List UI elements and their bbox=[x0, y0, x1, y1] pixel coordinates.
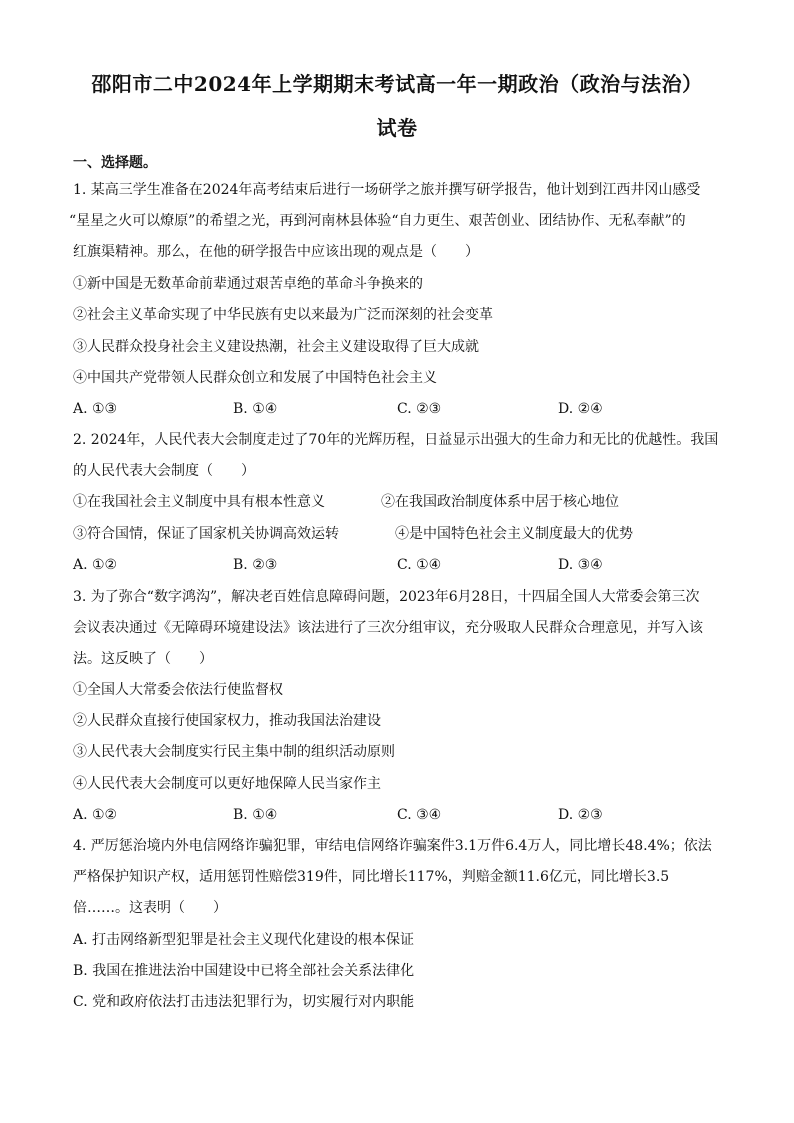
q2-item-1: ①在我国社会主义制度中具有根本性意义 bbox=[73, 494, 325, 510]
q1-item-4: ④中国共产党带领人民群众创立和发展了中国特色社会主义 bbox=[73, 370, 437, 386]
q1-option-b: B. ①④ bbox=[233, 401, 278, 417]
q4-stem-line2: 严格保护知识产权，适用惩罚性赔偿319件，同比增长117%，判赔金额11.6亿元，同比增长3.5 bbox=[73, 869, 670, 885]
q3-option-c: C. ③④ bbox=[397, 807, 442, 823]
q2-option-b: B. ②③ bbox=[233, 557, 278, 573]
q1-item-2: ②社会主义革命实现了中华民族有史以来最为广泛而深刻的社会变革 bbox=[73, 307, 493, 323]
q3-item-3: ③人民代表大会制度实行民主集中制的组织活动原则 bbox=[73, 744, 395, 760]
q3-option-a: A. ①② bbox=[73, 807, 118, 823]
q4-option-a: A. 打击网络新型犯罪是社会主义现代化建设的根本保证 bbox=[73, 932, 415, 948]
q1-stem-line1: 1. 某高三学生准备在2024年高考结束后进行一场研学之旅并撰写研学报告，他计划到江西井冈山感受 bbox=[73, 182, 701, 198]
q2-option-a: A. ①② bbox=[73, 557, 118, 573]
q4-option-b: B. 我国在推进法治中国建设中已将全部社会关系法律化 bbox=[73, 963, 415, 979]
q1-option-d: D. ②④ bbox=[558, 401, 603, 417]
q1-stem-line3: 红旗渠精神。那么，在他的研学报告中应该出现的观点是（ ） bbox=[73, 244, 479, 260]
q4-stem-line1: 4. 严厉惩治境内外电信网络诈骗犯罪，审结电信网络诈骗案件3.1万件6.4万人，同比增长48.4%；依法 bbox=[73, 838, 712, 854]
q2-item-4: ④是中国特色社会主义制度最大的优势 bbox=[395, 526, 633, 542]
q1-item-3: ③人民群众投身社会主义建设热潮，社会主义建设取得了巨大成就 bbox=[73, 339, 479, 355]
q3-option-b: B. ①④ bbox=[233, 807, 278, 823]
q3-stem-line1: 3. 为了弥合“数字鸿沟”，解决老百姓信息障碍问题，2023年6月28日，十四届全国人大常委会第三次 bbox=[73, 589, 700, 605]
q2-stem-line1: 2. 2024年，人民代表大会制度走过了70年的光辉历程，日益显示出强大的生命力和无比的优越性。我国 bbox=[73, 432, 719, 448]
q3-stem-line2: 会议表决通过《无障碍环境建设法》该法进行了三次分组审议，充分吸取人民群众合理意见，并写入该 bbox=[73, 620, 703, 636]
q3-stem-line3: 法。这反映了（ ） bbox=[73, 651, 213, 667]
exam-title-line2: 试卷 bbox=[376, 116, 418, 140]
q3-item-4: ④人民代表大会制度可以更好地保障人民当家作主 bbox=[73, 776, 381, 792]
q1-item-1: ①新中国是无数革命前辈通过艰苦卓绝的革命斗争换来的 bbox=[73, 276, 423, 292]
q3-option-d: D. ②③ bbox=[558, 807, 603, 823]
q3-item-2: ②人民群众直接行使国家权力，推动我国法治建设 bbox=[73, 713, 381, 729]
section-heading: 一、选择题。 bbox=[73, 155, 157, 171]
q1-stem-line2: “星星之火可以燎原”的希望之光，再到河南林县体验“自力更生、艰苦创业、团结协作、无私奉献”的 bbox=[69, 213, 686, 229]
q1-option-a: A. ①③ bbox=[73, 401, 118, 417]
q4-option-c: C. 党和政府依法打击违法犯罪行为，切实履行对内职能 bbox=[73, 994, 415, 1010]
q2-option-c: C. ①④ bbox=[397, 557, 442, 573]
q2-option-d: D. ③④ bbox=[558, 557, 603, 573]
q2-stem-line2: 的人民代表大会制度（ ） bbox=[73, 463, 255, 479]
q2-item-3: ③符合国情，保证了国家机关协调高效运转 bbox=[73, 526, 339, 542]
q3-item-1: ①全国人大常委会依法行使监督权 bbox=[73, 682, 283, 698]
q2-item-2: ②在我国政治制度体系中居于核心地位 bbox=[381, 494, 619, 510]
q1-option-c: C. ②③ bbox=[397, 401, 442, 417]
exam-title-line1: 邵阳市二中2024年上学期期末考试高一年一期政治（政治与法治） bbox=[91, 72, 703, 96]
q4-stem-line3: 倍……。这表明（ ） bbox=[73, 900, 227, 916]
